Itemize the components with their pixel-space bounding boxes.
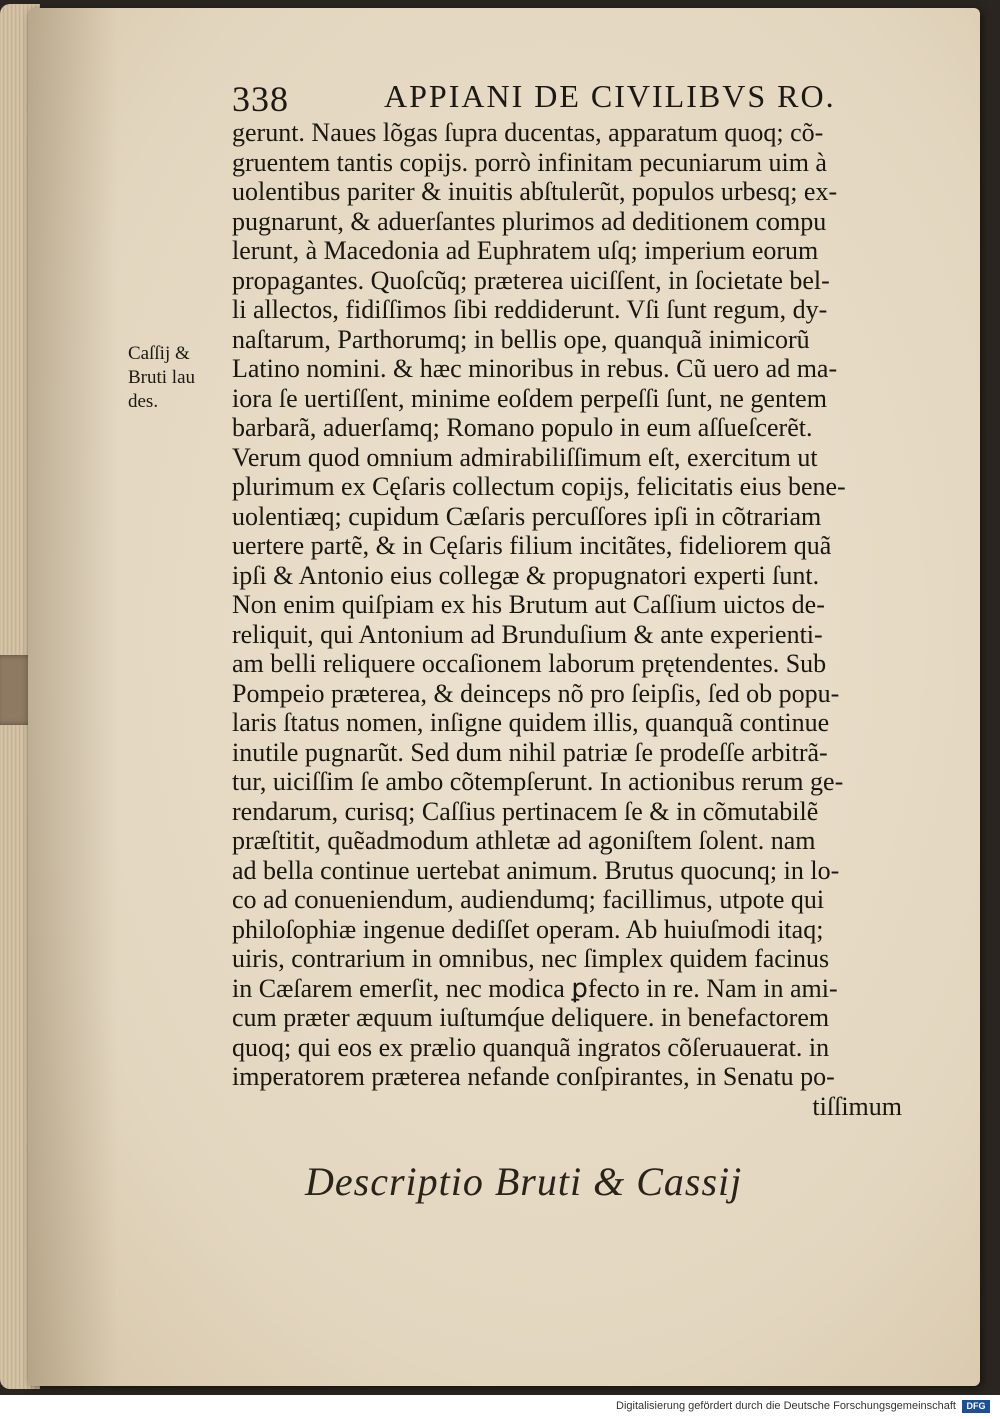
text-line: rendarum, curisq; Caſſius pertinacem ſe & in cõmutabilẽ (232, 796, 819, 826)
running-title: APPIANI DE CIVILIBVS RO. (384, 78, 836, 114)
gutter-shadow (28, 8, 118, 1386)
text-line: naſtarum, Parthorumq; in bellis ope, quanquã inimicorũ (232, 324, 810, 354)
text-line: Latino nomini. & hæc minoribus in rebus. Cũ uero ad ma- (232, 354, 838, 383)
text-line: gruentem tantis copijs. porrò infinitam pecuniarum uim à (232, 147, 827, 177)
handwritten-annotation: Descriptio Bruti & Cassij (305, 1159, 743, 1204)
text-line: philoſophiæ ingenue dediſſet operam. Ab huiuſmodi itaq; (232, 914, 824, 944)
text-line: am belli reliquere occaſionem laborum prętendentes. Sub (232, 649, 827, 678)
text-line: uolentibus pariter & inuitis abſtulerũt, populos urbesq; ex- (232, 177, 838, 206)
text-line: uolentiæq; cupidum Cæſaris percuſſores ipſi in cõtrariam (232, 501, 822, 531)
text-line: lerunt, à Macedonia ad Euphratem uſq; imperium eorum (232, 236, 819, 265)
text-line: laris ſtatus nomen, inſigne quidem illis, quanquã continue (232, 708, 830, 737)
footer-credit: Digitalisierung gefördert durch die Deutsche Forschungsgemeinschaft (616, 1400, 956, 1412)
text-line: Pompeio præterea, & deinceps nõ pro ſeipſis, ſed ob popu- (232, 678, 840, 708)
text-line: Verum quod omnium admirabiliſſimum eſt, exercitum ut (232, 442, 818, 472)
margin-note: Caſſij & Bruti lau des. (128, 343, 196, 412)
text-line: propagantes. Quoſcũq; præterea uiciſſent, in ſocietate bel- (232, 265, 830, 295)
text-line: ad bella continue uertebat animum. Brutus quocunq; in lo- (232, 855, 840, 885)
catchword: tiſſimum (812, 1091, 902, 1121)
text-line: quoq; qui eos ex prælio quanquã ingratos cõſeruauerat. in (232, 1032, 830, 1062)
text-line: li allectos, fidiſſimos ſibi reddiderunt. Vſi ſunt regum, dy- (232, 295, 828, 324)
text-line: inutile pugnarũt. Sed dum nihil patriæ ſe prodeſſe arbitrã- (232, 737, 828, 767)
text-line: pugnarunt, & aduerſantes plurimos ad deditionem compu (232, 206, 827, 236)
text-line: plurimum ex Cęſaris collectum copijs, felicitatis eius bene- (232, 472, 846, 501)
text-line: uertere partẽ, & in Cęſaris filium incitãtes, fideliorem quã (232, 531, 832, 560)
page-number: 338 (232, 79, 289, 119)
text-line: ipſi & Antonio eius collegæ & propugnatori experti ſunt. (232, 560, 820, 590)
text-line: cum præter æquum iuſtumq́ue deliquere. in benefactorem (232, 1003, 830, 1032)
body-text (232, 118, 922, 1121)
text-line: gerunt. Naues lõgas ſupra ducentas, apparatum quoq; cõ- (232, 118, 824, 147)
text-line: imperatorem præterea nefande conſpirantes, in Senatu po- (232, 1062, 835, 1091)
text-line: uiris, contrarium in omnibus, nec ſimplex quidem facinus (232, 944, 830, 973)
text-line: reliquit, qui Antonium ad Brunduſium & ante experienti- (232, 619, 823, 649)
text-line: præſtitit, quẽadmodum athletæ ad agoniſtem ſolent. nam (232, 826, 816, 855)
text-line: iora ſe uertiſſent, minime eoſdem perpeſſi ſunt, ne gentem (232, 383, 827, 413)
text-line: barbarã, aduerſamq; Romano populo in eum aſſueſcerẽt. (232, 413, 813, 442)
text-line: Non enim quiſpiam ex his Brutum aut Caſſium uictos de- (232, 590, 825, 619)
text-line: in Cæſarem emerſit, nec modica ꝑfecto in re. Nam in ami- (232, 973, 838, 1003)
text-line: co ad conueniendum, audiendumq; facillimus, utpote qui (232, 885, 825, 914)
text-line: tur, uiciſſim ſe ambo cõtempſerunt. In actionibus rerum ge- (232, 767, 844, 796)
dfg-logo: DFG (962, 1400, 990, 1413)
